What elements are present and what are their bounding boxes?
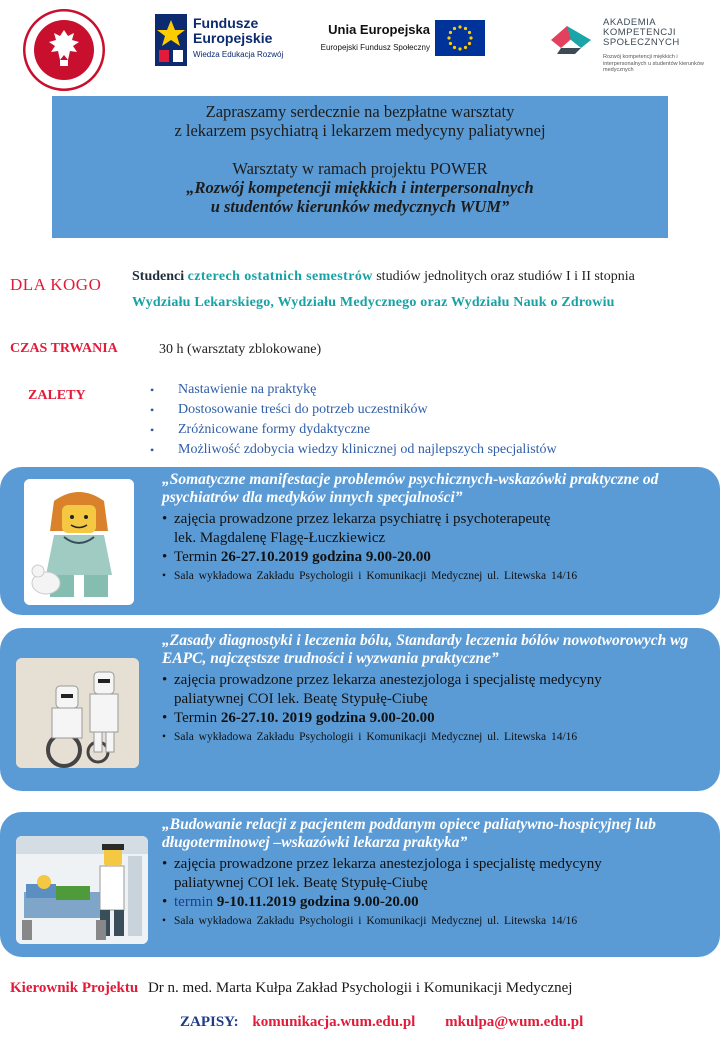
ue-title: Unia Europejska xyxy=(328,22,430,37)
signup-website-link[interactable]: komunikacja.wum.edu.pl xyxy=(252,1014,416,1030)
eu-star-icon xyxy=(449,31,452,34)
fe-subtitle: Wiedza Edukacja Rozwój xyxy=(193,50,284,59)
ue-text-block xyxy=(315,22,430,52)
duration-label: CZAS TRWANIA xyxy=(10,341,118,356)
eu-star-icon xyxy=(447,36,450,39)
workshop-title: „Zasady diagnostyki i leczenia bólu, Standardy leczenia bólów nowotworowych wg EAPC, najczęstsze trudności i wyzwania praktyczne” xyxy=(162,632,689,667)
workshop-term: • termin 9-10.11.2019 godzina 9.00-20.00 xyxy=(162,893,710,912)
eu-star-icon xyxy=(468,31,471,34)
lego-stormtroopers-image xyxy=(16,658,139,768)
fe-title: Fundusze Europejskie xyxy=(193,15,273,46)
header-line-3: Warsztaty w ramach projektu POWER xyxy=(232,159,488,178)
header-line-5: u studentów kierunków medycznych WUM” xyxy=(210,197,510,216)
university-seal-logo xyxy=(22,8,106,92)
eu-star-icon xyxy=(458,25,461,28)
lego-nurse-image xyxy=(24,479,134,605)
akademia-kompetencji-logo xyxy=(545,18,715,80)
workshop-card-3 xyxy=(0,812,720,957)
signup-label: ZAPISY: xyxy=(180,1014,239,1030)
fe-star-icon xyxy=(155,14,187,66)
for-who-rest: studiów jednolitych oraz studiów I i II stopnia xyxy=(376,269,635,284)
header-line-4: „Rozwój kompetencji miękkich i interpersonalnych xyxy=(186,178,534,197)
fundusze-europejskie-logo xyxy=(155,14,295,70)
eu-star-icon xyxy=(469,36,472,39)
workshop-title: „Budowanie relacji z pacjentem poddanym opiece paliatywno-hospicyjnej lub długoterminowej –wskazówki lekarza praktyka” xyxy=(162,816,656,851)
advantages-label: ZALETY xyxy=(28,388,86,403)
workshop-lead: • zajęcia prowadzone przez lekarza anestezjologa i specjalistę medycyny paliatywnej COI lek. Beatę Stypułę-Ciubę xyxy=(162,671,710,709)
workshop-title: „Somatyczne manifestacje problemów psychicznych-wskazówki praktyczne od psychiatrów dla medyków innych specjalności” xyxy=(162,471,659,506)
advantages-list xyxy=(150,380,557,460)
workshop-body-3 xyxy=(162,816,710,931)
for-who-text xyxy=(132,267,717,287)
workshop-body-1 xyxy=(162,471,710,586)
for-who-label: DLA KOGO xyxy=(10,275,102,294)
project-manager-value: Dr n. med. Marta Kułpa Zakład Psychologii i Komunikacji Medycznej xyxy=(147,980,573,996)
advantage-item: • Zróżnicowane formy dydaktyczne xyxy=(150,420,557,440)
project-manager-label: Kierownik Projektu xyxy=(10,980,139,996)
header-line-1: Zapraszamy serdecznie na bezpłatne warsztaty xyxy=(205,102,515,121)
workshop-room: • Sala wykładowa Zakładu Psychologii i Komunikacji Medycznej ul. Litewska 14/16 xyxy=(162,728,710,747)
workshop-lead: • zajęcia prowadzone przez lekarza anestezjologa i specjalistę medycyny paliatywnej COI lek. Beatę Stypułę-Ciubę xyxy=(162,855,710,893)
signup-email-link[interactable]: mkulpa@wum.edu.pl xyxy=(445,1014,584,1030)
eu-flag-icon xyxy=(435,20,485,56)
header-line-2: z lekarzem psychiatrą i lekarzem medycyny paliatywnej xyxy=(174,121,546,140)
workshop-term: • Termin 26-27.10. 2019 godzina 9.00-20.00 xyxy=(162,709,710,728)
workshop-card-1 xyxy=(0,467,720,615)
aks-title: AKADEMIA KOMPETENCJI SPOŁECZNYCH xyxy=(603,17,680,48)
workshop-term: • Termin 26-27.10.2019 godzina 9.00-20.00 xyxy=(162,548,710,567)
faculties-text: Wydziału Lekarskiego, Wydziału Medycznego oraz Wydziału Nauk o Zdrowiu xyxy=(132,295,615,310)
duration-value: 30 h (warsztaty zblokowane) xyxy=(159,342,322,357)
ue-subtitle: Europejski Fundusz Społeczny xyxy=(320,43,430,52)
eu-star-icon xyxy=(449,42,452,45)
eu-star-icon xyxy=(468,42,471,45)
workshop-body-2 xyxy=(162,632,710,747)
for-who-highlight: czterech ostatnich semestrów xyxy=(187,269,373,284)
header-box xyxy=(52,96,668,238)
advantage-item: • Możliwość zdobycia wiedzy klinicznej od najlepszych specjalistów xyxy=(150,440,557,460)
aks-ribbon-icon xyxy=(545,20,597,60)
eu-star-icon xyxy=(464,46,467,49)
advantage-item: • Dostosowanie treści do potrzeb uczestników xyxy=(150,400,557,420)
lego-hospital-image xyxy=(16,836,148,944)
workshop-card-2 xyxy=(0,628,720,791)
eu-star-icon xyxy=(453,46,456,49)
aks-subtitle: Rozwój kompetencji miękkich i interpersonalnych u studentów kierunków medycznych xyxy=(603,54,704,73)
for-who-bold: Studenci xyxy=(132,269,185,284)
advantage-item: • Nastawienie na praktykę xyxy=(150,380,557,400)
project-manager xyxy=(10,980,572,997)
workshop-room: • Sala wykładowa Zakładu Psychologii i Komunikacji Medycznej ul. Litewska 14/16 xyxy=(162,912,710,931)
eu-star-icon xyxy=(453,27,456,30)
workshop-room: • Sala wykładowa Zakładu Psychologii i Komunikacji Medycznej ul. Litewska 14/16 xyxy=(162,567,710,586)
eu-star-icon xyxy=(464,27,467,30)
workshop-lead: • zajęcia prowadzone przez lekarza psychiatrę i psychoterapeutę lek. Magdalenę Flagę-Łuczkiewicz xyxy=(162,510,710,548)
signup-row xyxy=(180,1014,583,1031)
eu-star-icon xyxy=(458,47,461,50)
